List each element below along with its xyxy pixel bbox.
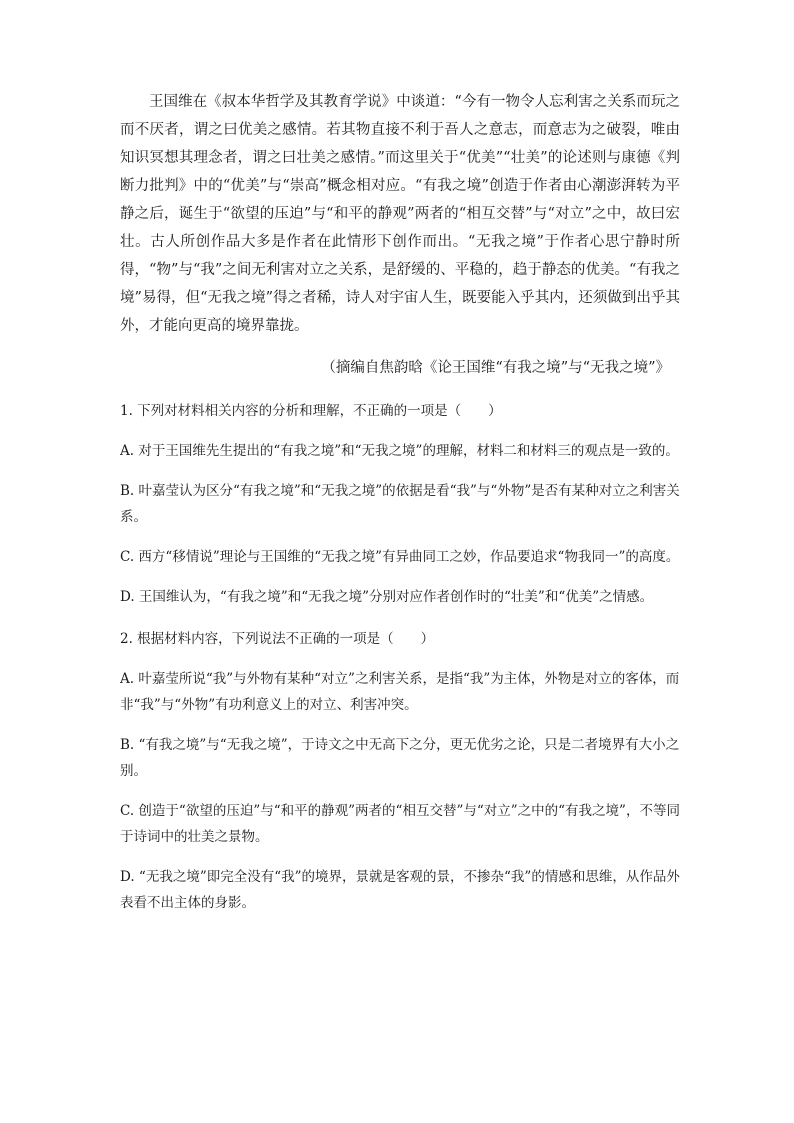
option-b: B. “有我之境”与“无我之境”，于诗文之中无高下之分，更无优劣之论，只是二者境界有大小之别。 xyxy=(120,737,680,779)
option-c: C. 西方“移情说”理论与王国维的“无我之境”有异曲同工之妙，作品要追求“物我同一”的高度。 xyxy=(120,549,680,565)
question-stem: 1. 下列对材料相关内容的分析和理解，不正确的一项是（ ） xyxy=(120,403,502,419)
question-2 xyxy=(120,626,680,916)
option-a: A. 叶嘉莹所说“我”与外物有某种“对立”之利害关系，是指“我”为主体，外物是对立的客体，而非“我”与“外物”有功利意义上的对立、利害冲突。 xyxy=(120,671,680,713)
source-citation: （摘编自焦韵晗《论王国维“有我之境”与“无我之境”》 xyxy=(321,360,670,376)
option-c: C. 创造于“欲望的压迫”与“和平的静观”两者的“相互交替”与“对立”之中的“有我之境”，不等同于诗词中的壮美之景物。 xyxy=(120,803,680,845)
option-d: D. 王国维认为，“有我之境”和“无我之境”分别对应作者创作时的“壮美”和“优美”之情感。 xyxy=(120,589,654,605)
option-a: A. 对于王国维先生提出的“有我之境”和“无我之境”的理解，材料二和材料三的观点是一致的。 xyxy=(120,443,679,459)
passage-paragraph: 王国维在《叔本华哲学及其教育学说》中谈道：“今有一物令人忘利害之关系而玩之而不厌者，谓之曰优美之感情。若其物直接不利于吾人之意志，而意志为之破裂，唯由知识冥想其理念者，谓之曰壮美之感情。”而这里关于“优美”“壮美”的论述则与康德《判断力批判》中的“优美”与“崇高”概念相对应。“有我之境”创造于作者由心潮澎湃转为平静之后，诞生于“欲望的压迫”与“和平的静观”两者的“相互交替”与“对立”之中，故曰宏壮。古人所创作品大多是作者在此情形下创作而出。“无我之境”于作者心思宁静时所得，“物”与“我”之间无利害对立之关系，是舒缓的、平稳的，趋于静态的优美。“有我之境”易得，但“无我之境”得之者稀，诗人对宇宙人生，既要能入乎其内，还须做到出乎其外，才能向更高的境界靠拢。 xyxy=(120,94,680,334)
option-b: B. 叶嘉莹认为区分“有我之境”和“无我之境”的依据是看“我”与“外物”是否有某种对立之利害关系。 xyxy=(120,483,680,525)
question-stem: 2. 根据材料内容，下列说法不正确的一项是（ ） xyxy=(120,631,435,647)
option-d: D. “无我之境”即完全没有“我”的境界，景就是客观的景，不掺杂“我”的情感和思维，从作品外表看不出主体的身影。 xyxy=(120,869,680,911)
document-page xyxy=(120,88,680,916)
question-1 xyxy=(120,398,680,610)
